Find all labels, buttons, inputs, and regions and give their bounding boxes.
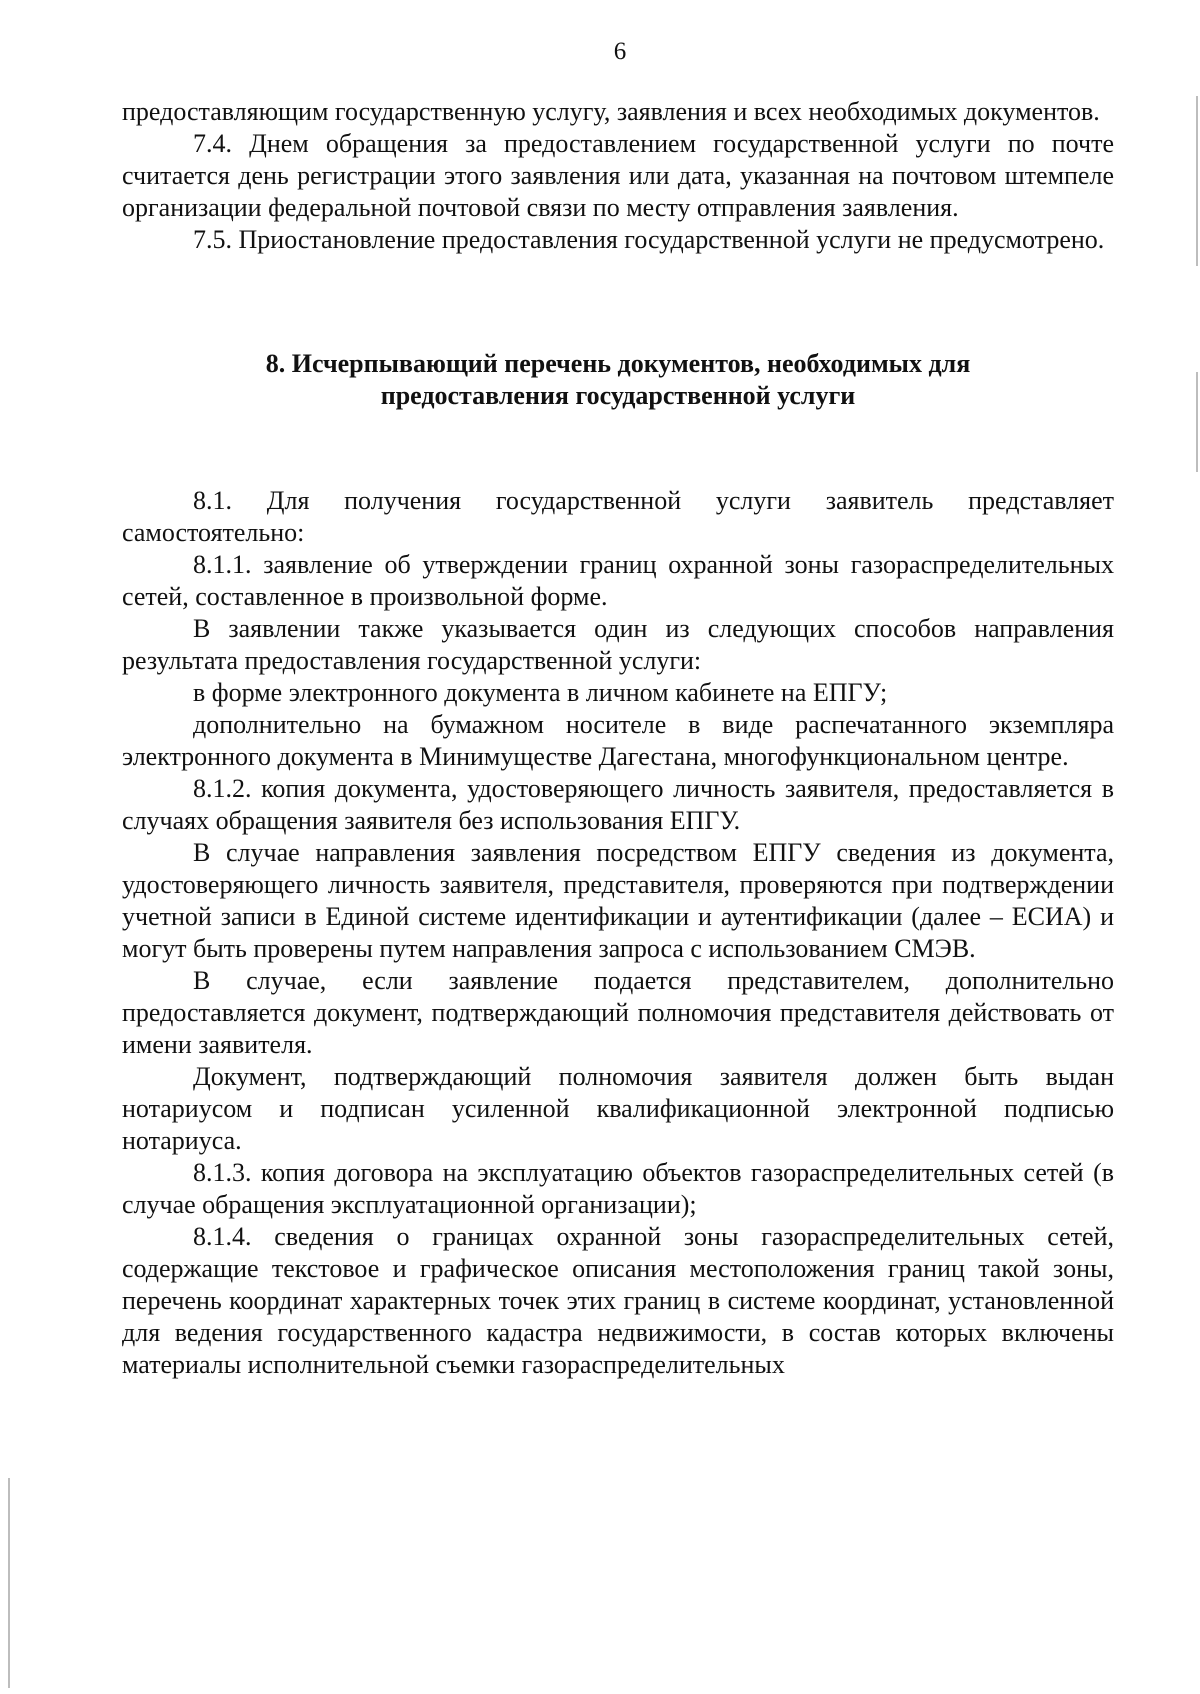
paragraph: В заявлении также указывается один из следующих способов направления результата предоставления государственной услуги: [122, 614, 1114, 675]
paragraph: 7.4. Днем обращения за предоставлением государственной услуги по почте считается день регистрации этого заявления или дата, указанная на почтовом штемпеле организации федеральной почтовой связи по месту отправления заявления. [122, 129, 1114, 222]
section-heading-line: 8. Исчерпывающий перечень документов, необходимых для [265, 349, 971, 378]
section-heading [122, 348, 1114, 412]
paragraph: предоставляющим государственную услугу, заявления и всех необходимых документов. [122, 97, 1100, 126]
paragraph: 8.1.4. сведения о границах охранной зоны газораспределительных сетей, содержащие текстовое и графическое описания местоположения границ такой зоны, перечень координат характерных точек этих границ в системе координат, установленной для ведения государственного кадастра недвижимости, в состав которых включены материалы исполнительной съемки газораспределительных [122, 1222, 1114, 1379]
scan-edge-line [1196, 372, 1198, 472]
scan-edge-line [1196, 96, 1198, 266]
paragraph: 8.1. Для получения государственной услуги заявитель представляет самостоятельно: [122, 486, 1114, 547]
paragraph: Документ, подтверждающий полномочия заявителя должен быть выдан нотариусом и подписан усиленной квалификационной электронной подписью нотариуса. [122, 1062, 1114, 1155]
paragraph: 8.1.2. копия документа, удостоверяющего личность заявителя, предоставляется в случаях обращения заявителя без использования ЕПГУ. [122, 774, 1114, 835]
section-heading-line: предоставления государственной услуги [380, 381, 856, 410]
paragraph: 8.1.1. заявление об утверждении границ охранной зоны газораспределительных сетей, составленное в произвольной форме. [122, 550, 1114, 611]
top-paragraphs [122, 96, 1114, 256]
paragraph: В случае направления заявления посредством ЕПГУ сведения из документа, удостоверяющего личность заявителя, представителя, проверяются при подтверждении учетной записи в Единой системе идентификации и аутентификации (далее – ЕСИА) и могут быть проверены путем направления запроса с использованием СМЭВ. [122, 838, 1114, 963]
paragraph: дополнительно на бумажном носителе в виде распечатанного экземпляра электронного документа в Минимуществе Дагестана, многофункциональном центре. [122, 710, 1114, 771]
document-body [122, 96, 1114, 1381]
page-number: 6 [613, 38, 627, 65]
paragraph: в форме электронного документа в личном кабинете на ЕПГУ; [193, 678, 888, 707]
scan-edge-line [8, 1478, 10, 1688]
paragraph: 7.5. Приостановление предоставления государственной услуги не предусмотрено. [193, 225, 1105, 254]
section-paragraphs [122, 485, 1114, 1381]
paragraph: В случае, если заявление подается представителем, дополнительно предоставляется документ, подтверждающий полномочия представителя действовать от имени заявителя. [122, 966, 1114, 1059]
paragraph: 8.1.3. копия договора на эксплуатацию объектов газораспределительных сетей (в случае обращения эксплуатационной организации); [122, 1158, 1114, 1219]
